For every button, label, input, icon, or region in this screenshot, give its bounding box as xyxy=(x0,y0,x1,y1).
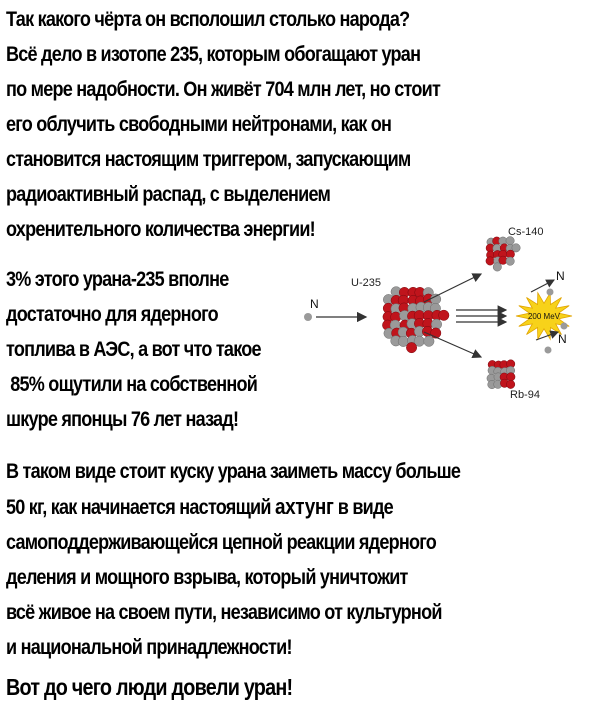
u235-label: U-235 xyxy=(351,277,381,289)
bottom-line: самоподдерживающейся цепной реакции ядерного xyxy=(6,531,437,554)
bottom-line-tail: в виде xyxy=(333,496,393,519)
u235-proton xyxy=(406,342,416,352)
rb94-nucleus xyxy=(487,360,515,389)
u235-neutron xyxy=(430,294,440,304)
outgoing-neutron-label-1: N xyxy=(556,269,565,283)
intro-line: Всё дело в изотопе 235, которым обогащают уран xyxy=(6,43,421,66)
intro-line: по мере надобности. Он живёт 704 млн лет, но стоит xyxy=(6,78,441,101)
rb94-proton xyxy=(506,380,514,388)
closing-line: Вот до чего люди довели уран! xyxy=(6,674,293,700)
arrow-to-cs xyxy=(424,274,481,302)
u235-proton xyxy=(439,310,449,320)
cs140-proton xyxy=(486,257,494,265)
intro-paragraph xyxy=(6,2,440,247)
outgoing-neutron-1 xyxy=(547,289,554,296)
bottom-line: деления и мощного взрыва, который уничтожит xyxy=(6,566,408,589)
outgoing-neutron-2 xyxy=(561,323,568,330)
intro-line: его облучить свободными нейтронами, как он xyxy=(6,113,392,136)
cs140-nucleus xyxy=(486,237,520,272)
intro-line: становится настоящим триггером, запускающим xyxy=(6,148,411,171)
middle-line: 85% ощутили на собственной xyxy=(6,373,258,396)
middle-line: топлива в АЭС, а вот что такое xyxy=(6,338,261,361)
outgoing-neutron-label-3: N xyxy=(558,332,567,346)
u235-neutron xyxy=(424,336,434,346)
intro-line: Так какого чёрта он всполошил столько народа? xyxy=(6,8,410,31)
bottom-line: всё живое на своем пути, независимо от культурной xyxy=(6,601,442,624)
incoming-neutron xyxy=(304,313,312,321)
middle-paragraph xyxy=(6,262,261,437)
middle-line: шкуре японцы 76 лет назад! xyxy=(6,408,239,431)
cs140-label: Cs-140 xyxy=(508,226,544,238)
energy-label: 200 MeV xyxy=(527,312,561,321)
bottom-line: и национальной принадлежности! xyxy=(6,636,292,659)
middle-line: достаточно для ядерного xyxy=(6,303,218,326)
cs140-neutron xyxy=(506,257,514,265)
fission-diagram xyxy=(296,222,596,412)
emphasis-word: ахтунг xyxy=(274,494,334,519)
intro-line: охренительного количества энергии! xyxy=(6,218,315,241)
cs140-neutron xyxy=(493,263,501,271)
bottom-line: В таком виде стоит куску урана заиметь массу больше xyxy=(6,460,461,483)
rb94-label: Rb-94 xyxy=(510,389,540,401)
outgoing-neutron-3 xyxy=(545,347,552,354)
incoming-neutron-label: N xyxy=(310,297,319,311)
rb94-proton xyxy=(507,373,515,381)
bottom-line-start: 50 кг, как начинается настоящий xyxy=(6,496,275,519)
intro-line: радиоактивный распад, с выделением xyxy=(6,183,331,206)
u235-nucleus xyxy=(382,287,449,353)
middle-line: 3% этого урана-235 вполне xyxy=(6,268,229,291)
bottom-line xyxy=(6,489,460,525)
bottom-paragraph xyxy=(6,454,460,665)
